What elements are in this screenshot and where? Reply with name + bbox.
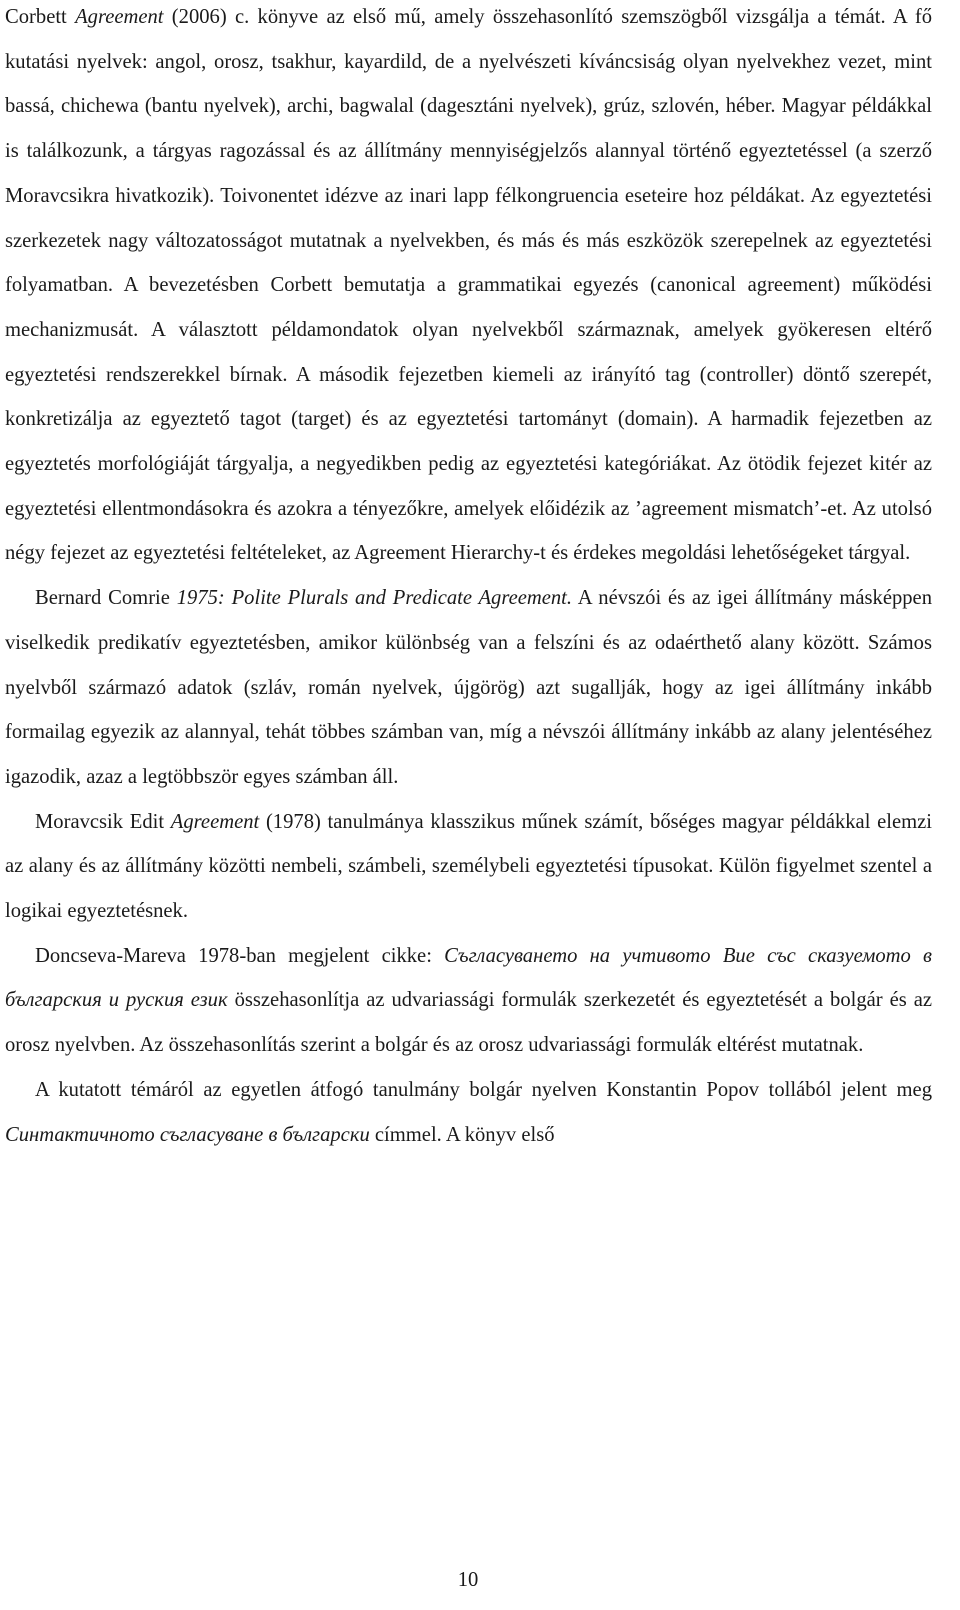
paragraph: [5, 576, 932, 800]
paragraph-text: Corbett: [5, 6, 76, 28]
paragraph: [5, 0, 932, 576]
body-text: [5, 0, 932, 1157]
paragraph-text: címmel. A könyv első: [369, 1123, 555, 1146]
paragraph: [5, 800, 932, 934]
paragraph-text: (1978) tanulmánya klasszikus műnek számít, bőséges magyar példákkal elemzi az alany és az állítmány közötti nembeli, számbeli, személybeli egyeztetési típusokat. Külön figyelmet szentel a logikai egyeztetésnek.: [5, 810, 932, 923]
paragraph-text: Bernard Comrie: [35, 587, 177, 610]
italic-title-text: Agreement: [75, 6, 164, 28]
paragraph: [5, 1068, 932, 1157]
paragraph-text: Moravcsik Edit: [35, 810, 171, 833]
paragraph-text: A névszói és az igei állítmány másképpen viselkedik predikatív egyeztetésben, amikor különbség van a felszíni és az odaérthető alany között. Számos nyelvből származó adatok (szláv, román nyelvek, újgörög) azt sugallják, hogy az igei állítmány inkább formailag egyezik az alannyal, tehát többes számban van, míg a névszói állítmány inkább az alany jelentéséhez igazodik, azaz a legtöbbször egyes számban áll.: [5, 587, 932, 788]
paragraph-text: összehasonlítja az udvariassági formulák szerkezetét és egyeztetését a bolgár és az orosz nyelvben. Az összehasonlítás szerint a bolgár és az orosz udvariassági formulák eltérést mutatnak.: [5, 989, 933, 1057]
paragraph: [5, 934, 932, 1068]
paragraph-text: (2006) c. könyve az első mű, amely összehasonlító szemszögből vizsgálja a témát. A fő kutatási nyelvek: angol, orosz, tsakhur, kayardild, de a nyelvészeti kíváncsiság olyan nyelvekhez vezet, mint bassá, chichewa (bantu nyelvek), archi, bagwalal (dagesztáni nyelvek), grúz, szlovén, héber. Magyar példákkal is találkozunk, a tárgyas ragozással és az állítmány mennyiségjelzős alannyal történő egyeztetéssel (a szerző Moravcsikra hivatkozik). Toivonentet idézve az inari lapp félkongruencia eseteire hoz példákat. Az egyeztetési szerkezetek nagy változatosságot mutatnak a nyelvekben, és más és más eszközök szerepelnek az egyeztetési folyamatban. A bevezetésben Corbett bemutatja a grammatikai egyezés (canonical agreement) működési mechanizmusát. A választott példamondatok olyan nyelvekből származnak, amelyek gyökeresen eltérő egyeztetési rendszerekkel bírnak. A második fejezetben kiemeli az irányító tag (controller) döntő szerepét, konkretizálja az egyeztető tagot (target) és az egyeztetési tartományt (domain). A harmadik fejezetben az egyeztetés morfológiáját tárgyalja, a negyedikben pedig az egyeztetési kategóriákat. Az ötödik fejezet kitér az egyeztetési ellentmondásokra és azokra a tényezőkre, amelyek előidézik az ’agreement mismatch’-et. Az utolsó négy fejezet az egyeztetési feltételeket, az Agreement Hierarchy-t és érdekes megoldási lehetőségeket tárgyal.: [5, 6, 932, 565]
paragraph-text: A kutatott témáról az egyetlen átfogó tanulmány bolgár nyelven Konstantin Popov tollából jelent meg: [35, 1078, 932, 1101]
italic-title-text: Синтактичното съгласуване в български: [5, 1123, 370, 1146]
italic-title-text: 1975: Polite Plurals and Predicate Agreement.: [176, 587, 573, 610]
italic-title-text: Съгласуването на учтивото Вие със сказуемото в българския и руския език: [5, 944, 932, 1012]
paragraph-text: Doncseva-Mareva 1978-ban megjelent cikke:: [35, 944, 445, 967]
italic-title-text: Agreement: [170, 810, 260, 833]
page-number: 10: [457, 1569, 479, 1591]
